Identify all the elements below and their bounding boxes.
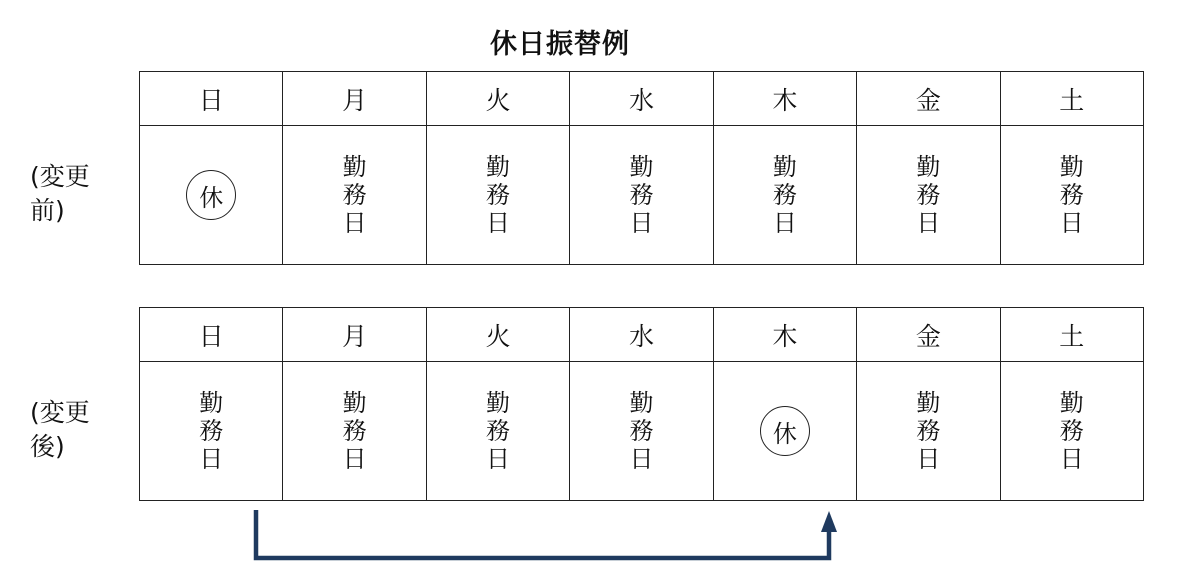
day-header-cell: 火 bbox=[426, 72, 569, 126]
workday-label: 勤 務 日 bbox=[629, 389, 654, 473]
transfer-arrow-head bbox=[821, 511, 837, 532]
day-header-cell: 土 bbox=[1000, 72, 1143, 126]
transfer-arrow-line bbox=[256, 510, 829, 558]
day-header-cell: 水 bbox=[570, 308, 713, 362]
day-header-cell: 月 bbox=[283, 72, 426, 126]
day-header-cell: 金 bbox=[857, 308, 1000, 362]
day-header-cell: 日 bbox=[140, 72, 283, 126]
holiday-mark: 休 bbox=[186, 170, 236, 220]
workday-label: 勤 務 日 bbox=[629, 153, 654, 237]
day-header-cell: 日 bbox=[140, 308, 283, 362]
workday-label: 勤 務 日 bbox=[772, 153, 797, 237]
workday-label: 勤 務 日 bbox=[342, 389, 367, 473]
workday-label: 勤 務 日 bbox=[916, 389, 941, 473]
day-header-cell: 金 bbox=[857, 72, 1000, 126]
day-header-cell: 火 bbox=[426, 308, 569, 362]
day-header-cell: 土 bbox=[1000, 308, 1143, 362]
workday-label: 勤 務 日 bbox=[1059, 389, 1084, 473]
day-header-cell: 木 bbox=[713, 72, 856, 126]
day-header-cell: 水 bbox=[570, 72, 713, 126]
day-header-cell: 月 bbox=[283, 308, 426, 362]
workday-label: 勤 務 日 bbox=[342, 153, 367, 237]
workday-label: 勤 務 日 bbox=[916, 153, 941, 237]
page-title: 休日振替例 bbox=[490, 29, 630, 60]
day-header-cell: 木 bbox=[713, 308, 856, 362]
workday-label: 勤 務 日 bbox=[199, 389, 224, 473]
workday-label: 勤 務 日 bbox=[486, 389, 511, 473]
before-row-label: (変更 前) bbox=[30, 162, 90, 225]
workday-label: 勤 務 日 bbox=[1059, 153, 1084, 237]
after-row-label: (変更 後) bbox=[30, 398, 90, 461]
holiday-mark: 休 bbox=[760, 406, 810, 456]
workday-label: 勤 務 日 bbox=[486, 153, 511, 237]
